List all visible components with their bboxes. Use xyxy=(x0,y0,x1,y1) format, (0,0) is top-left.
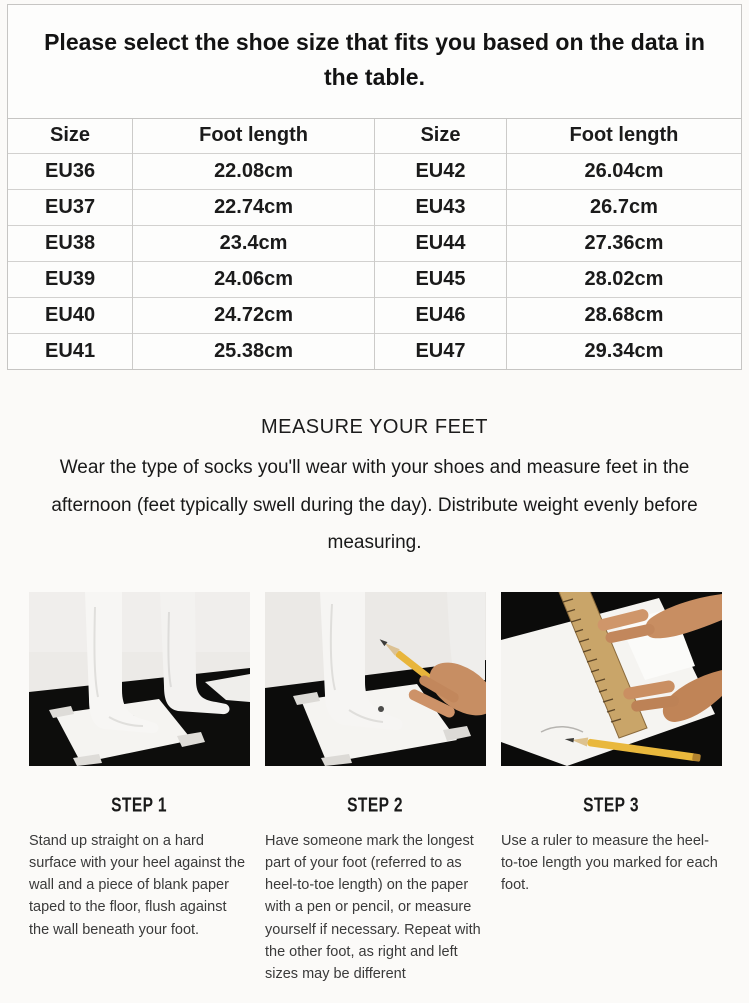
measure-heading: MEASURE YOUR FEET xyxy=(260,416,489,438)
foot-length-cell: 24.72cm xyxy=(133,297,375,333)
measure-section xyxy=(0,416,749,562)
pencil-end xyxy=(692,753,701,762)
table-row xyxy=(8,189,741,225)
size-cell: EU45 xyxy=(374,261,506,297)
size-cell: EU38 xyxy=(8,225,133,261)
header-size-left: Size xyxy=(50,124,91,147)
step3-photo xyxy=(501,592,722,766)
step3-label-text: STEP 3 xyxy=(583,793,640,817)
foot-length-cell: 28.02cm xyxy=(506,261,741,297)
marking-foot-illustration xyxy=(265,592,486,766)
step-2-column xyxy=(265,592,486,985)
header-foot-length-left: Foot length xyxy=(133,119,375,153)
size-guide-page xyxy=(0,4,749,985)
foot-length-cell: 25.38cm xyxy=(133,333,375,369)
step2-text: Have someone mark the longest part of your foot (referred to as heel-to-toe length) on the paper with a pen or pencil, or measure yourself if necessary. Repeat with the other foot, as right and left sizes may be different xyxy=(265,832,481,982)
foot-length-cell: 23.4cm xyxy=(133,225,375,261)
step2-label-text: STEP 2 xyxy=(347,793,404,817)
step2-photo xyxy=(265,592,486,766)
table-row xyxy=(8,153,741,189)
size-cell: EU46 xyxy=(374,297,506,333)
foot-length-cell: 24.06cm xyxy=(133,261,375,297)
ruler-measuring-illustration xyxy=(501,592,722,766)
step1-label xyxy=(29,795,250,817)
marker-dot xyxy=(378,706,384,712)
size-table xyxy=(8,119,741,369)
size-cell: EU40 xyxy=(8,297,133,333)
foot-length-cell: 28.68cm xyxy=(506,297,741,333)
table-row xyxy=(8,225,741,261)
step-1-column xyxy=(29,592,250,985)
feet-on-paper-illustration xyxy=(29,592,250,766)
size-cell: EU39 xyxy=(8,261,133,297)
foot-length-cell: 27.36cm xyxy=(506,225,741,261)
table-row xyxy=(8,297,741,333)
step2-label xyxy=(265,795,486,817)
size-table-header-row xyxy=(8,119,741,153)
header-foot-length-right: Foot length xyxy=(506,119,741,153)
size-cell: EU41 xyxy=(8,333,133,369)
foot-length-cell: 22.74cm xyxy=(133,189,375,225)
size-cell: EU37 xyxy=(8,189,133,225)
size-cell: EU36 xyxy=(8,153,133,189)
step3-label xyxy=(501,795,722,817)
size-cell: EU43 xyxy=(374,189,506,225)
step1-text: Stand up straight on a hard surface with your heel against the wall and a piece of blank paper taped to the floor, flush against the wall beneath your foot. xyxy=(29,832,246,938)
step1-label-text: STEP 1 xyxy=(111,793,168,817)
step3-text: Use a ruler to measure the heel-to-toe length you marked for each foot. xyxy=(501,832,718,894)
size-cell: EU44 xyxy=(374,225,506,261)
steps-section xyxy=(0,592,749,985)
measure-body: Wear the type of socks you'll wear with your shoes and measure feet in the afternoon (feet typically swell during the day). Distribute weight evenly before measuring. xyxy=(51,457,698,554)
size-chart-box xyxy=(7,4,742,370)
size-cell: EU42 xyxy=(374,153,506,189)
foot-length-cell: 26.04cm xyxy=(506,153,741,189)
foot-length-cell: 26.7cm xyxy=(506,189,741,225)
foot-length-cell: 29.34cm xyxy=(506,333,741,369)
wall-highlight xyxy=(29,592,250,652)
table-row xyxy=(8,333,741,369)
header-size-right: Size xyxy=(374,119,506,153)
step1-photo xyxy=(29,592,250,766)
foot-length-cell: 22.08cm xyxy=(133,153,375,189)
table-row xyxy=(8,261,741,297)
step-3-column xyxy=(501,592,722,985)
size-cell: EU47 xyxy=(374,333,506,369)
size-chart-title: Please select the shoe size that fits you based on the data in the table. xyxy=(8,5,741,119)
